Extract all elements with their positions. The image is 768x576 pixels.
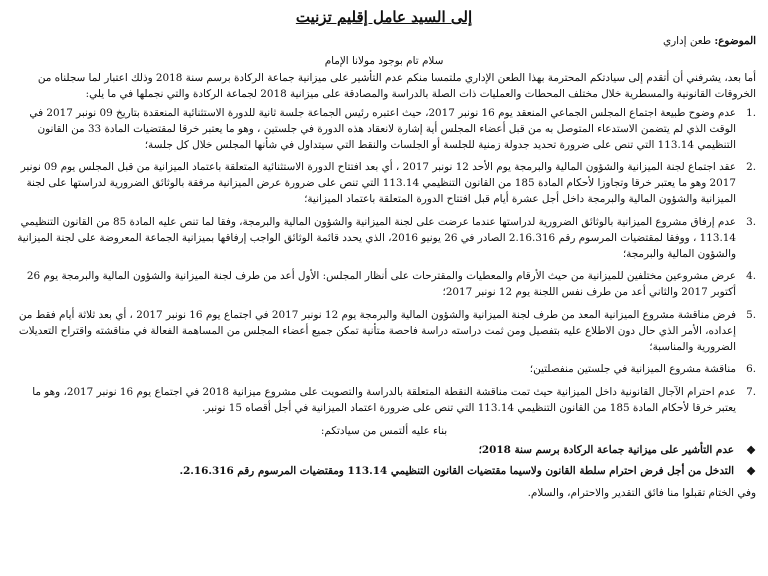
item-number: .2	[746, 161, 756, 174]
item-text: فرض مناقشة مشروع الميزانية المعد من طرف لجنة الميزانية والشؤون المالية والبرمجة يوم 12 نونبر 2017 في اجتماع يوم 16 نونبر 2017 ، أي بعد ثلاثة أيام فقط من إعداده، الأمر الذي حال دون الاطلاع عليه بتفصيل ومن ثمت دراسته دراسة فاحصة متأنية تمكن جميع أعضاء المجلس من المساهمة الفعالة في مناقشته واقتراح التعديلات الضرورية والمناسبة؛	[18, 308, 736, 353]
item-number: .6	[746, 363, 756, 376]
request-item	[12, 464, 756, 480]
subject-label: الموضوع:	[714, 34, 756, 47]
item-number: .5	[746, 308, 756, 321]
request-text: عدم التأشير على ميزانية جماعة الركادة برسم سنة 2018؛	[478, 443, 734, 456]
list-item	[12, 106, 756, 153]
request-text: التدخل من أجل فرض احترام سلطة القانون ولاسيما مقتضيات القانون التنظيمي 113.14 ومقتضيات المرسوم رقم 2.16.316.	[179, 465, 734, 478]
list-item	[12, 160, 756, 207]
diamond-bullet-icon: ❖	[746, 443, 756, 457]
list-item	[12, 362, 756, 378]
item-text: عدم إرفاق مشروع الميزانية بالوثائق الضرورية لدراستها عندما عرضت على لجنة الميزانية والشؤون المالية والبرمجة، وفقا لما تنص عليه المادة 85 من القانون التنظيمي 113.14 ، ووفقا لمقتضيات المرسوم رقم 2.16.316 الصادر في 26 يونيو 2016، الذي يحدد قائمة الوثائق الواجب إرفاقها بميزانية الجماعة المعروضة على لجنة الميزانية والشؤون المالية والبرمجة؛	[17, 215, 736, 260]
item-number: .3	[746, 215, 756, 228]
list-item	[12, 308, 756, 355]
item-text: عرض مشروعين مختلفين للميزانية من حيث الأرقام والمعطيات والمقترحات على أنظار المجلس: الأول أعد من طرف لجنة الميزانية والشؤون المالية والبرمجة يوم 26 أكتوبر 2017 والثاني أعد من طرف نفس اللجنة يوم 12 نونبر 2017؛	[26, 270, 736, 299]
letter-title: إلى السيد عامل إقليم تزنيت	[295, 8, 473, 26]
item-text: عقد اجتماع لجنة الميزانية والشؤون المالية والبرمجة يوم الأحد 12 نونبر 2017 ، أي بعد افتتاح الدورة الاستثنائية المتعلقة باعتماد الميزانية من قبل المجلس يوم 09 نونبر 2017 وهو ما يعتبر خرقا وتجاوزا لأحكام المادة 185 من القانون التنظيمي 113.14 التي تنص على ضرورة عرض الميزانية مرفقة بالوثائق الضرورية لدراستها على لجنة الميزانية والشؤون المالية والبرمجة داخل أجل عشرة أيام قبل افتتاح الدورة المتعلقة باعتماد الميزانية؛	[20, 161, 736, 206]
intro-paragraph: أما بعد، يشرفني أن أتقدم إلى سيادتكم المحترمة بهذا الطعن الإداري ملتمسا منكم عدم التأشير على ميزانية جماعة الركادة برسم سنة 2018 وذلك اعتبار لما سجلناه من الخروقات القانونية والمسطرية خلال مختلف المحطات والعمليات ذات الصلة بالدراسة والمصادقة على ميزانية 2018 لجماعة الركادة والتي نجملها في ما يلي:	[37, 72, 756, 101]
item-text: مناقشة مشروع الميزانية في جلستين منفصلتين؛	[529, 363, 736, 376]
item-number: .4	[746, 270, 756, 283]
signoff: وفي الختام تقبلوا منا فائق التقدير والاحترام، والسلام.	[527, 487, 756, 500]
list-item	[12, 269, 756, 301]
request-intro: بناء عليه ألتمس من سيادتكم:	[320, 424, 448, 437]
diamond-bullet-icon: ❖	[746, 465, 756, 479]
item-text: عدم وضوح طبيعة اجتماع المجلس الجماعي المنعقد يوم 16 نونبر 2017، حيث اعتبره رئيس الجماعة جلسة ثانية للدورة الاستثنائية المنعقدة بتاريخ 09 نونبر 2017 في الوقت الذي لم يتضمن الاستدعاء المتوصل به من قبل أعضاء المجلس أية إشارة لانعقاد هذه الدورة في جلستين ، وهو ما يعتبر خرقا لمقتضيات المادة 33 من القانون التنظيمي 113.14 التي تنص على ضرورة تحديد جدولة زمنية للجلسة أو الجلسات والنقط التي سيتداول في شأنها المجلس خلال كل جلسة؛	[29, 107, 736, 151]
violations-list	[12, 106, 756, 417]
greeting: سلام تام بوجود مولانا الإمام	[324, 54, 444, 67]
item-number: .7	[746, 386, 756, 399]
subject-line	[12, 34, 756, 50]
list-item	[12, 385, 756, 417]
request-item	[12, 443, 756, 459]
item-number: .1	[746, 107, 756, 120]
list-item	[12, 215, 756, 262]
item-text: عدم احترام الآجال القانونية داخل الميزانية حيث تمت مناقشة النقطة المتعلقة بالدراسة والتصويت على مشروع ميزانية 2018 في اجتماع يوم 16 نونبر 2017، وهو ما يعتبر خرقا لأحكام المادة 185 من القانون التنظيمي 113.14 التي تنص على ضرورة اعتماد الميزانية في أجل أقصاه 15 نونبر.	[32, 386, 736, 415]
subject-value: طعن إداري	[662, 34, 712, 47]
